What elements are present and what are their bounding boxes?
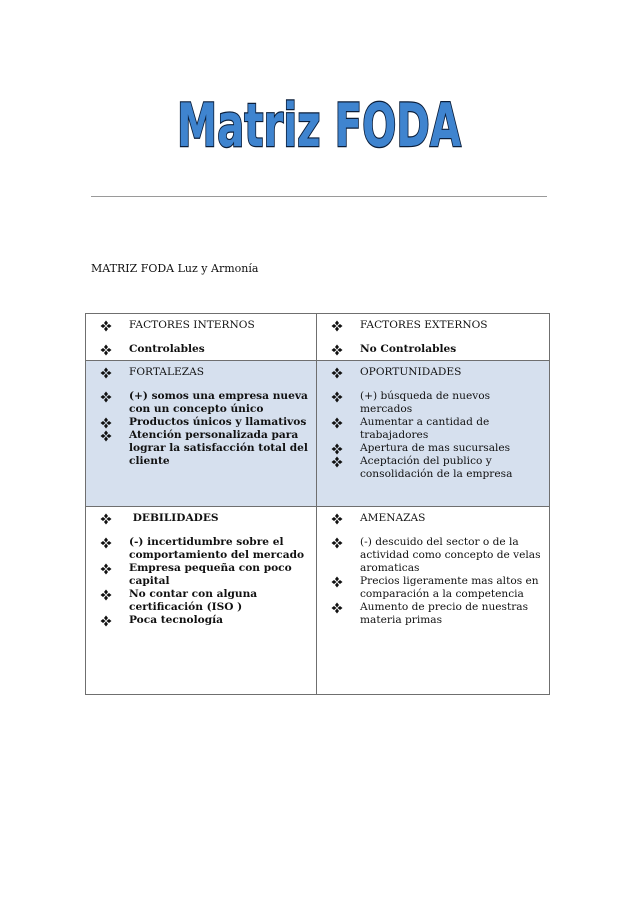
four-diamond-bullet-icon <box>331 456 343 468</box>
list-item <box>86 536 310 562</box>
cell-external-factors <box>317 314 550 361</box>
four-diamond-bullet-icon <box>331 367 343 379</box>
document-title-wordart <box>0 70 638 166</box>
horizontal-divider <box>91 196 547 197</box>
four-diamond-bullet-icon <box>331 443 343 455</box>
threat-item: Precios ligeramente mas altos en comparación a la competencia <box>360 575 539 600</box>
table-row-weaknesses-threats <box>86 507 550 695</box>
external-factors-label: FACTORES EXTERNOS <box>360 319 488 331</box>
strengths-heading <box>86 366 310 379</box>
four-diamond-bullet-icon <box>100 367 112 379</box>
list-item <box>86 343 310 356</box>
list-item <box>86 588 310 614</box>
four-diamond-bullet-icon <box>331 391 343 403</box>
four-diamond-bullet-icon <box>100 537 112 549</box>
weaknesses-heading <box>86 512 310 525</box>
list-item <box>317 575 543 601</box>
external-factors-sub: No Controlables <box>360 343 457 355</box>
strength-item: Atención personalizada para lograr la satisfacción total del cliente <box>129 429 308 467</box>
four-diamond-bullet-icon <box>331 602 343 614</box>
weakness-item: No contar con alguna certificación (ISO ) <box>129 588 258 613</box>
weakness-item: (-) incertidumbre sobre el comportamiento del mercado <box>129 536 305 561</box>
threats-label: AMENAZAS <box>360 512 426 524</box>
opportunities-heading <box>317 366 543 379</box>
table-row-factors <box>86 314 550 361</box>
threat-item: (-) descuido del sector o de la actividad como concepto de velas aromaticas <box>360 536 541 574</box>
four-diamond-bullet-icon <box>331 320 343 332</box>
opportunities-label: OPORTUNIDADES <box>360 366 462 378</box>
four-diamond-bullet-icon <box>331 344 343 356</box>
strength-item: Productos únicos y llamativos <box>129 416 307 428</box>
cell-threats <box>317 507 550 695</box>
four-diamond-bullet-icon <box>100 320 112 332</box>
foda-matrix-table <box>85 313 550 695</box>
threat-item: Aumento de precio de nuestras materia primas <box>360 601 529 626</box>
list-item <box>317 390 543 416</box>
four-diamond-bullet-icon <box>100 344 112 356</box>
four-diamond-bullet-icon <box>100 417 112 429</box>
strength-item: (+) somos una empresa nueva con un concepto único <box>129 390 308 415</box>
cell-internal-factors <box>86 314 317 361</box>
four-diamond-bullet-icon <box>331 537 343 549</box>
strengths-label: FORTALEZAS <box>129 366 204 378</box>
four-diamond-bullet-icon <box>100 563 112 575</box>
four-diamond-bullet-icon <box>100 615 112 627</box>
list-item <box>86 390 310 416</box>
weaknesses-label: DEBILIDADES <box>129 512 219 524</box>
four-diamond-bullet-icon <box>331 417 343 429</box>
list-item <box>317 536 543 575</box>
opportunity-item: Aceptación del publico y consolidación de la empresa <box>360 455 513 480</box>
weakness-item: Poca tecnología <box>129 614 223 626</box>
list-item <box>86 319 310 332</box>
opportunity-item: (+) búsqueda de nuevos mercados <box>360 390 491 415</box>
four-diamond-bullet-icon <box>331 576 343 588</box>
list-item <box>86 416 310 429</box>
list-item <box>317 442 543 455</box>
opportunity-item: Apertura de mas sucursales <box>360 442 511 454</box>
four-diamond-bullet-icon <box>100 430 112 442</box>
list-item <box>317 319 543 332</box>
title-graphic <box>169 70 469 166</box>
opportunity-item: Aumentar a cantidad de trabajadores <box>360 416 490 441</box>
list-item <box>86 429 310 468</box>
list-item <box>86 614 310 627</box>
list-item <box>317 416 543 442</box>
cell-strengths <box>86 361 317 507</box>
internal-factors-label: FACTORES INTERNOS <box>129 319 255 331</box>
list-item <box>317 343 543 356</box>
four-diamond-bullet-icon <box>100 589 112 601</box>
cell-weaknesses <box>86 507 317 695</box>
table-row-strengths-opportunities <box>86 361 550 507</box>
weakness-item: Empresa pequeña con poco capital <box>129 562 292 587</box>
matrix-subtitle: MATRIZ FODA Luz y Armonía <box>91 262 259 275</box>
four-diamond-bullet-icon <box>100 513 112 525</box>
four-diamond-bullet-icon <box>100 391 112 403</box>
page-title: Matriz FODA <box>177 91 462 161</box>
list-item <box>86 562 310 588</box>
cell-opportunities <box>317 361 550 507</box>
list-item <box>317 455 543 481</box>
internal-factors-sub: Controlables <box>129 343 205 355</box>
four-diamond-bullet-icon <box>331 513 343 525</box>
threats-heading <box>317 512 543 525</box>
list-item <box>317 601 543 627</box>
